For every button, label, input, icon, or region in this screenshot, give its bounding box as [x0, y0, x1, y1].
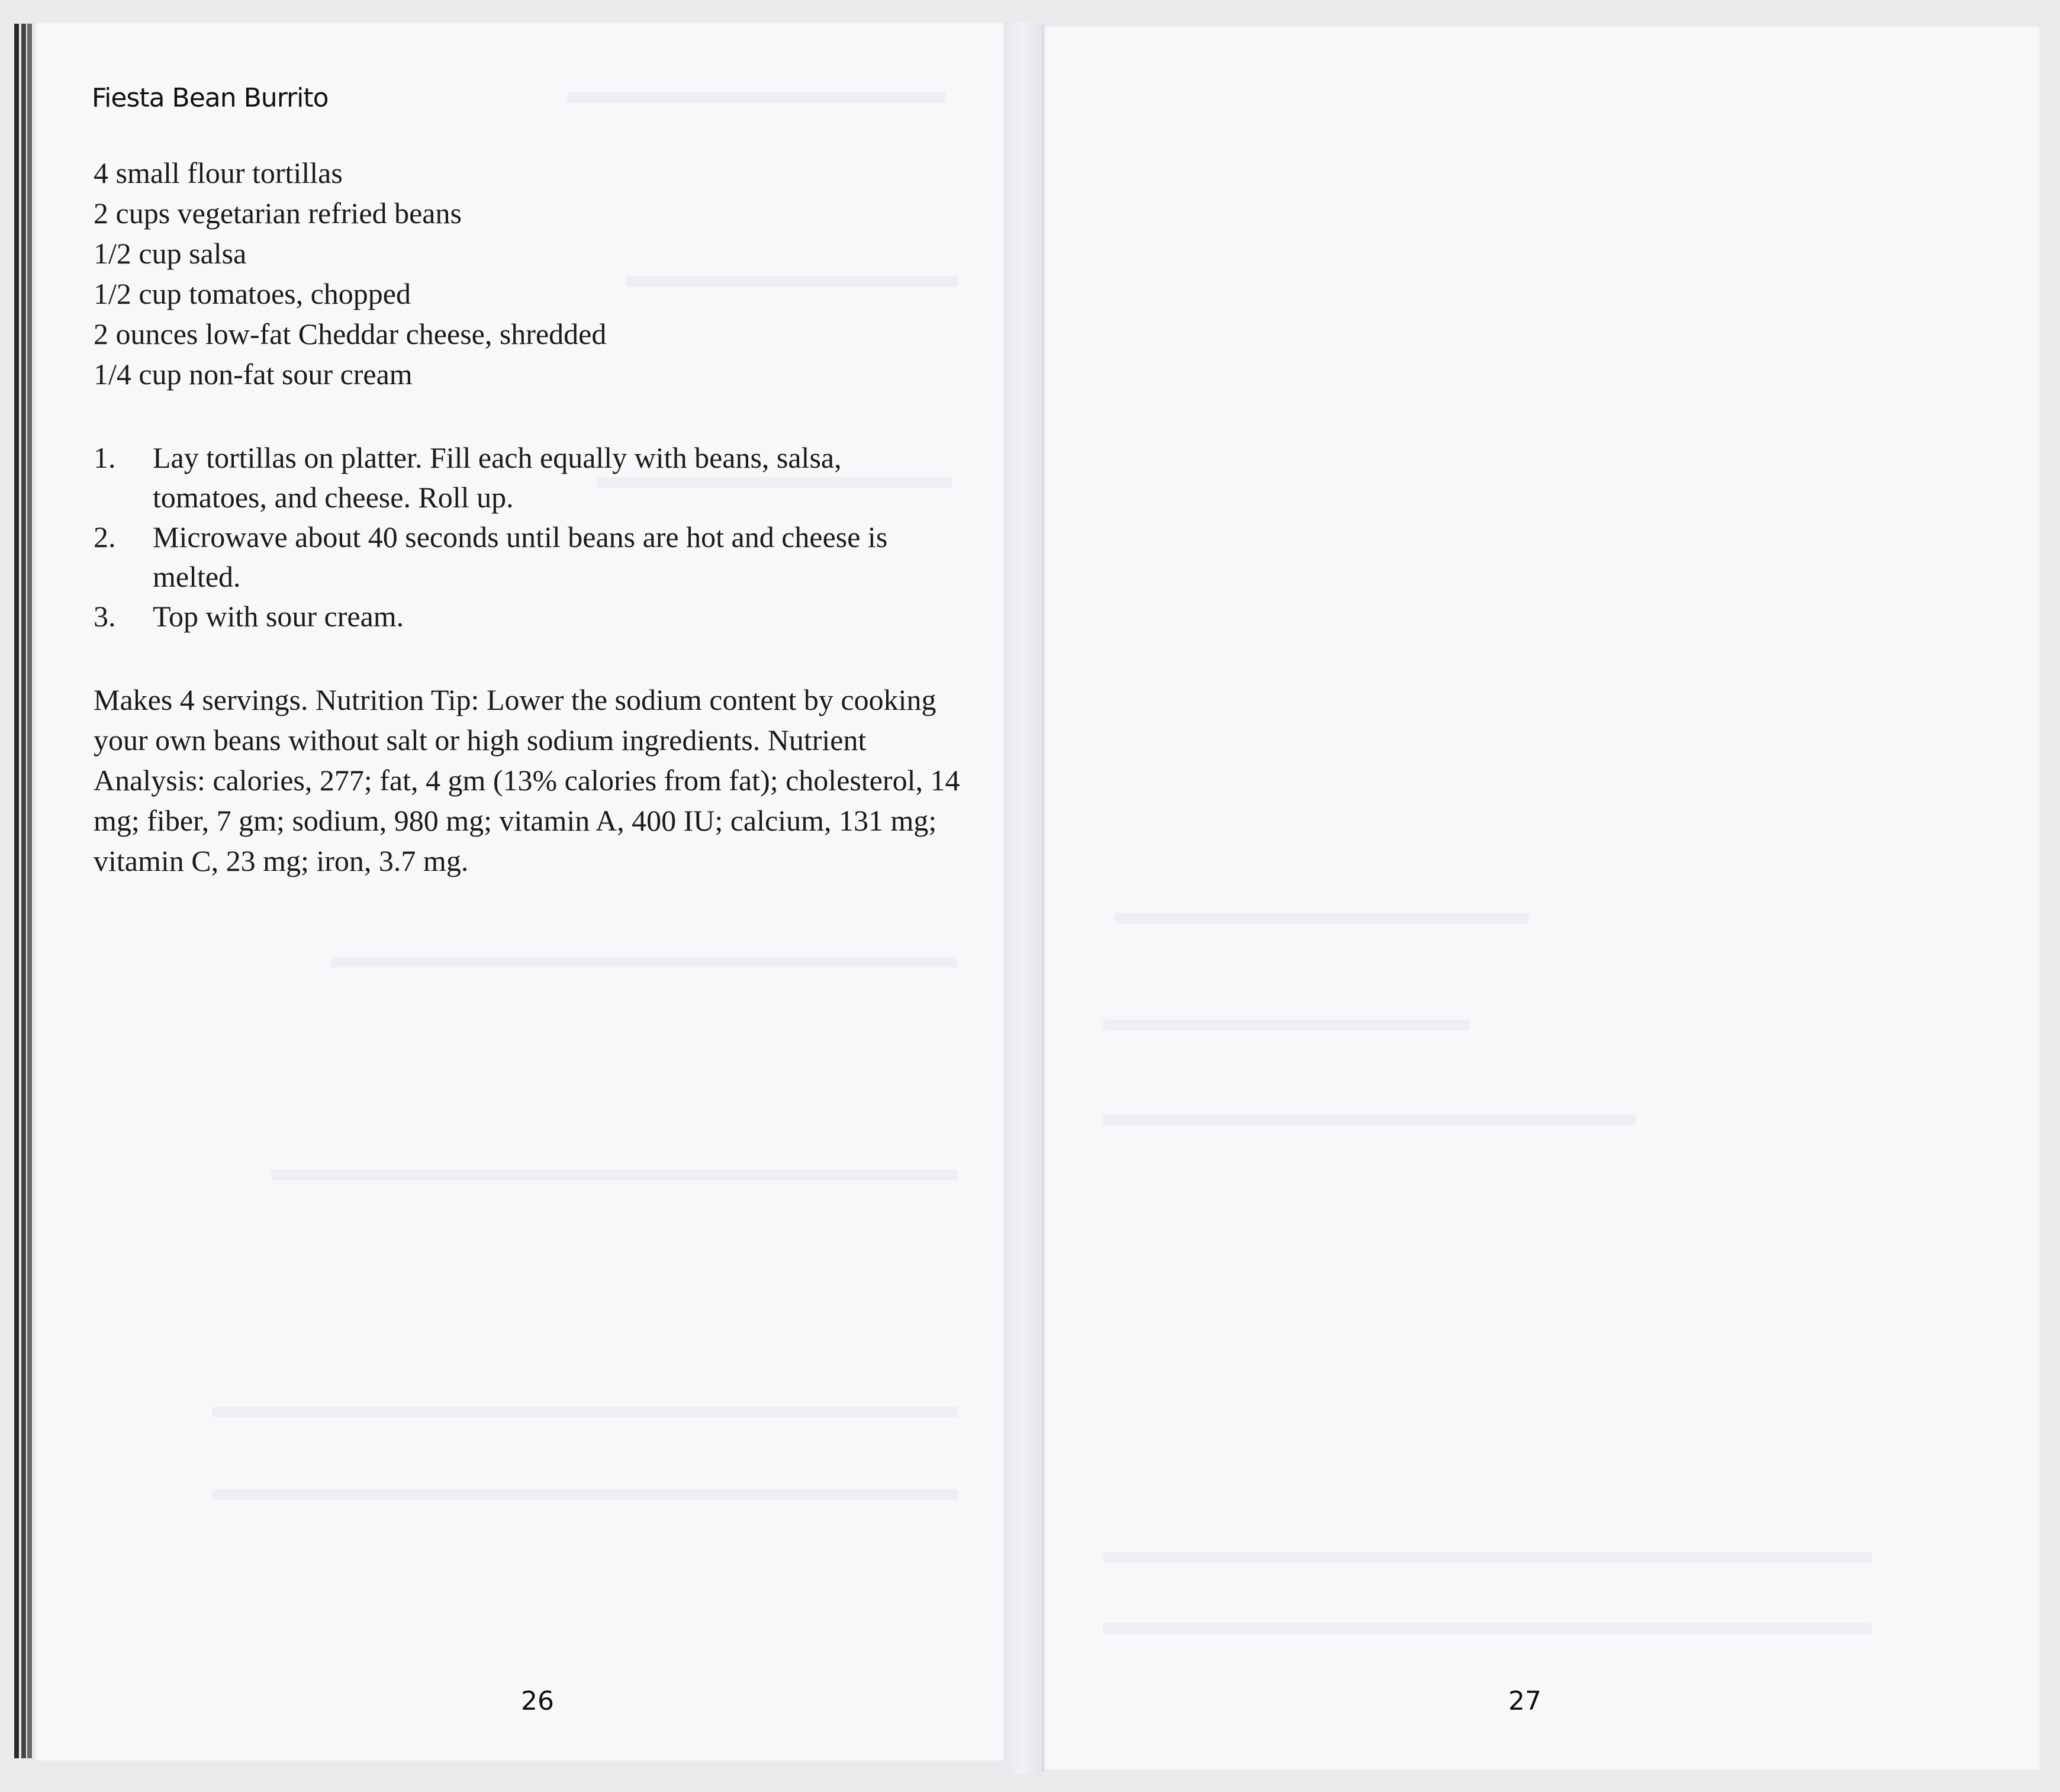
instruction-step [94, 517, 958, 597]
instruction-step [94, 597, 958, 636]
step-number: 2. [94, 520, 116, 554]
right-page [1042, 25, 2041, 1771]
book-gutter [1005, 21, 1042, 1774]
step-text: Microwave about 40 seconds until beans are hot and cheese is melted. [153, 520, 888, 593]
ingredient-list [94, 153, 981, 394]
ingredient-item: 4 small flour tortillas [94, 156, 343, 189]
ingredient-item: 1/4 cup non-fat sour cream [94, 358, 413, 391]
nutrition-notes: Makes 4 servings. Nutrition Tip: Lower the sodium content by cooking your own beans without salt or high sodium ingredients. Nutrient Analysis: calories, 277; fat, 4 gm (13% calories from fat); cholesterol, 14 mg; fiber, 7 gm; sodium, 980 mg; vitamin A, 400 IU; calcium, 131 mg; vitamin C, 23 mg; iron, 3.7 mg. [94, 683, 960, 877]
page-stack-edge [14, 24, 19, 1758]
page-number-left: 26 [521, 1686, 554, 1716]
ingredient-item: 1/2 cup salsa [94, 237, 247, 270]
ingredient-item: 2 cups vegetarian refried beans [94, 197, 462, 230]
page-number-right: 27 [1508, 1686, 1541, 1716]
step-text: Lay tortillas on platter. Fill each equally with beans, salsa, tomatoes, and cheese. Roll up. [153, 441, 842, 514]
instruction-step [94, 438, 958, 517]
ingredient-item: 2 ounces low-fat Cheddar cheese, shredded [94, 317, 607, 350]
page-stack-edge [27, 24, 32, 1758]
step-text: Top with sour cream. [153, 600, 404, 633]
page-stack-edge [21, 24, 26, 1758]
step-number: 1. [94, 441, 116, 474]
instruction-list [94, 438, 958, 636]
step-number: 3. [94, 600, 116, 633]
recipe-title: Fiesta Bean Burrito [92, 83, 329, 113]
ingredient-item: 1/2 cup tomatoes, chopped [94, 277, 411, 310]
